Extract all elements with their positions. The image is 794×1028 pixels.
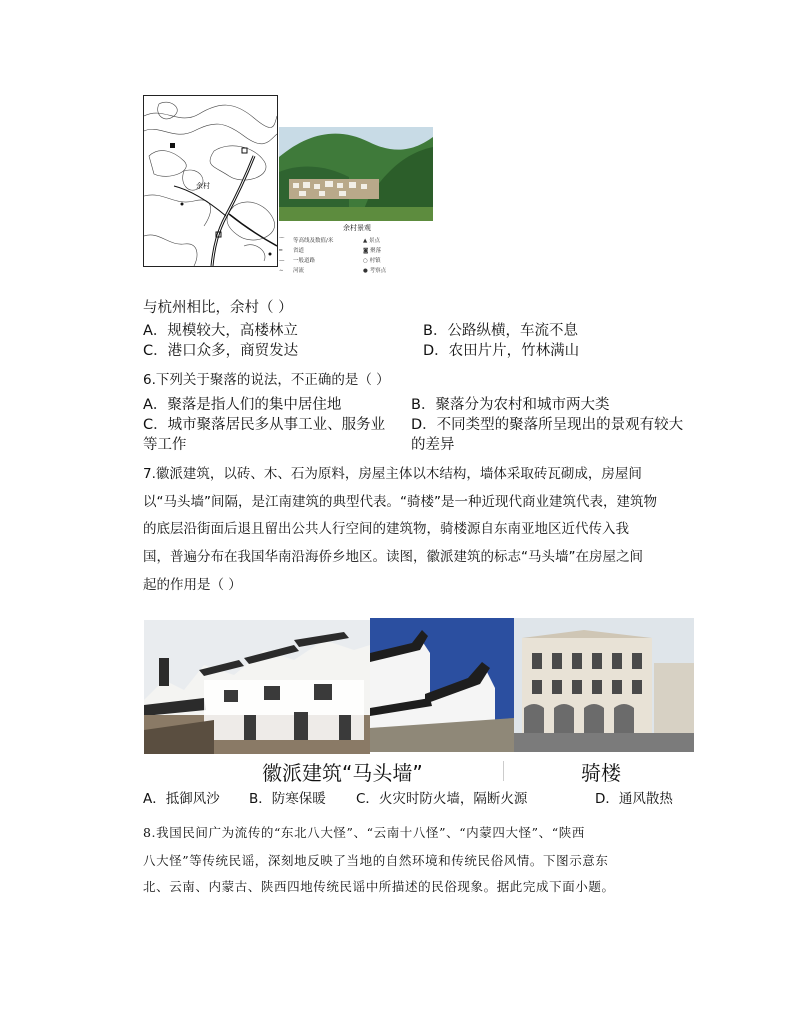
q5-option-b[interactable]: B．公路纵横，车流不息 bbox=[423, 323, 578, 339]
qilou-drawing bbox=[514, 618, 694, 752]
q7-line: 起的作用是（ ） bbox=[143, 577, 242, 593]
q8-line: 8.我国民间广为流传的“东北八大怪”、“云南十八怪”、“内蒙四大怪”、“陕西 bbox=[143, 825, 585, 840]
landscape-drawing bbox=[279, 127, 433, 221]
photo-title: 余村景观 bbox=[343, 224, 371, 232]
q6-option-d[interactable]: D．不同类型的聚落所呈现出的景观有较大 bbox=[411, 417, 684, 433]
caption-qilou: 骑楼 bbox=[581, 761, 621, 785]
q7-option-b[interactable]: B．防寒保暖 bbox=[249, 791, 326, 807]
village-landscape-photo bbox=[279, 127, 433, 221]
horse-head-wall-drawing bbox=[370, 618, 514, 752]
caption-divider bbox=[503, 761, 504, 781]
q7-line: 国，普遍分布在我国华南沿海侨乡地区。读图，徽派建筑的标志“马头墙”在房屋之间 bbox=[143, 549, 643, 565]
contour-map-drawing bbox=[144, 96, 277, 266]
q6-option-c-cont: 等工作 bbox=[143, 437, 187, 453]
caption-huizhou: 徽派建筑“马头墙” bbox=[262, 761, 423, 785]
contour-map bbox=[143, 95, 278, 267]
q7-option-c[interactable]: C．火灾时防火墙，隔断火源 bbox=[356, 791, 528, 807]
q8-line: 八大怪”等传统民谣，深刻地反映了当地的自然环境和传统民俗风情。下图示意东 bbox=[143, 853, 609, 868]
q6-stem: 6.下列关于聚落的说法，不正确的是（ ） bbox=[143, 372, 390, 388]
q5-option-c[interactable]: C．港口众多，商贸发达 bbox=[143, 343, 299, 359]
legend-row: — 一般道路 ○ 村镇 bbox=[279, 258, 381, 264]
q6-option-b[interactable]: B．聚落分为农村和城市两大类 bbox=[411, 397, 610, 413]
huizhou-drawing bbox=[144, 620, 370, 754]
q8-line: 北、云南、内蒙古、陕西四地传统民谣中所描述的民俗现象。据此完成下面小题。 bbox=[143, 879, 615, 894]
legend-row: ⌒ 等高线及数值/米 ▲ 景点 bbox=[279, 238, 380, 244]
q7-line: 以“马头墙”间隔，是江南建筑的典型代表。“骑楼”是一种近现代商业建筑代表，建筑物 bbox=[143, 494, 657, 510]
map-legend bbox=[279, 236, 429, 276]
legend-row: ∼ 河流 ● 考察点 bbox=[279, 268, 387, 274]
q6-option-d-cont: 的差异 bbox=[411, 437, 455, 453]
q5-option-a[interactable]: A．规模较大，高楼林立 bbox=[143, 323, 298, 339]
horse-head-wall-photo bbox=[370, 618, 514, 752]
q6-option-c[interactable]: C．城市聚落居民多从事工业、服务业 bbox=[143, 417, 386, 433]
q7-option-a[interactable]: A．抵御风沙 bbox=[143, 791, 220, 807]
q7-line: 7.徽派建筑，以砖、木、石为原料，房屋主体以木结构，墙体采取砖瓦砌成，房屋间 bbox=[143, 466, 642, 482]
village-label: 余村 bbox=[196, 182, 210, 190]
q7-line: 的底层沿街面后退且留出公共人行空间的建筑物，骑楼源自东南亚地区近代传入我 bbox=[143, 521, 629, 537]
legend-row: ═ 省道 ◙ 聚落 bbox=[279, 248, 382, 254]
huizhou-architecture-photo bbox=[144, 620, 370, 754]
q6-option-a[interactable]: A．聚落是指人们的集中居住地 bbox=[143, 397, 342, 413]
qilou-arcade-photo bbox=[514, 618, 694, 752]
q7-option-d[interactable]: D．通风散热 bbox=[595, 791, 673, 807]
q5-option-d[interactable]: D．农田片片，竹林满山 bbox=[423, 343, 580, 359]
q5-stem: 与杭州相比，余村（ ） bbox=[143, 300, 293, 316]
